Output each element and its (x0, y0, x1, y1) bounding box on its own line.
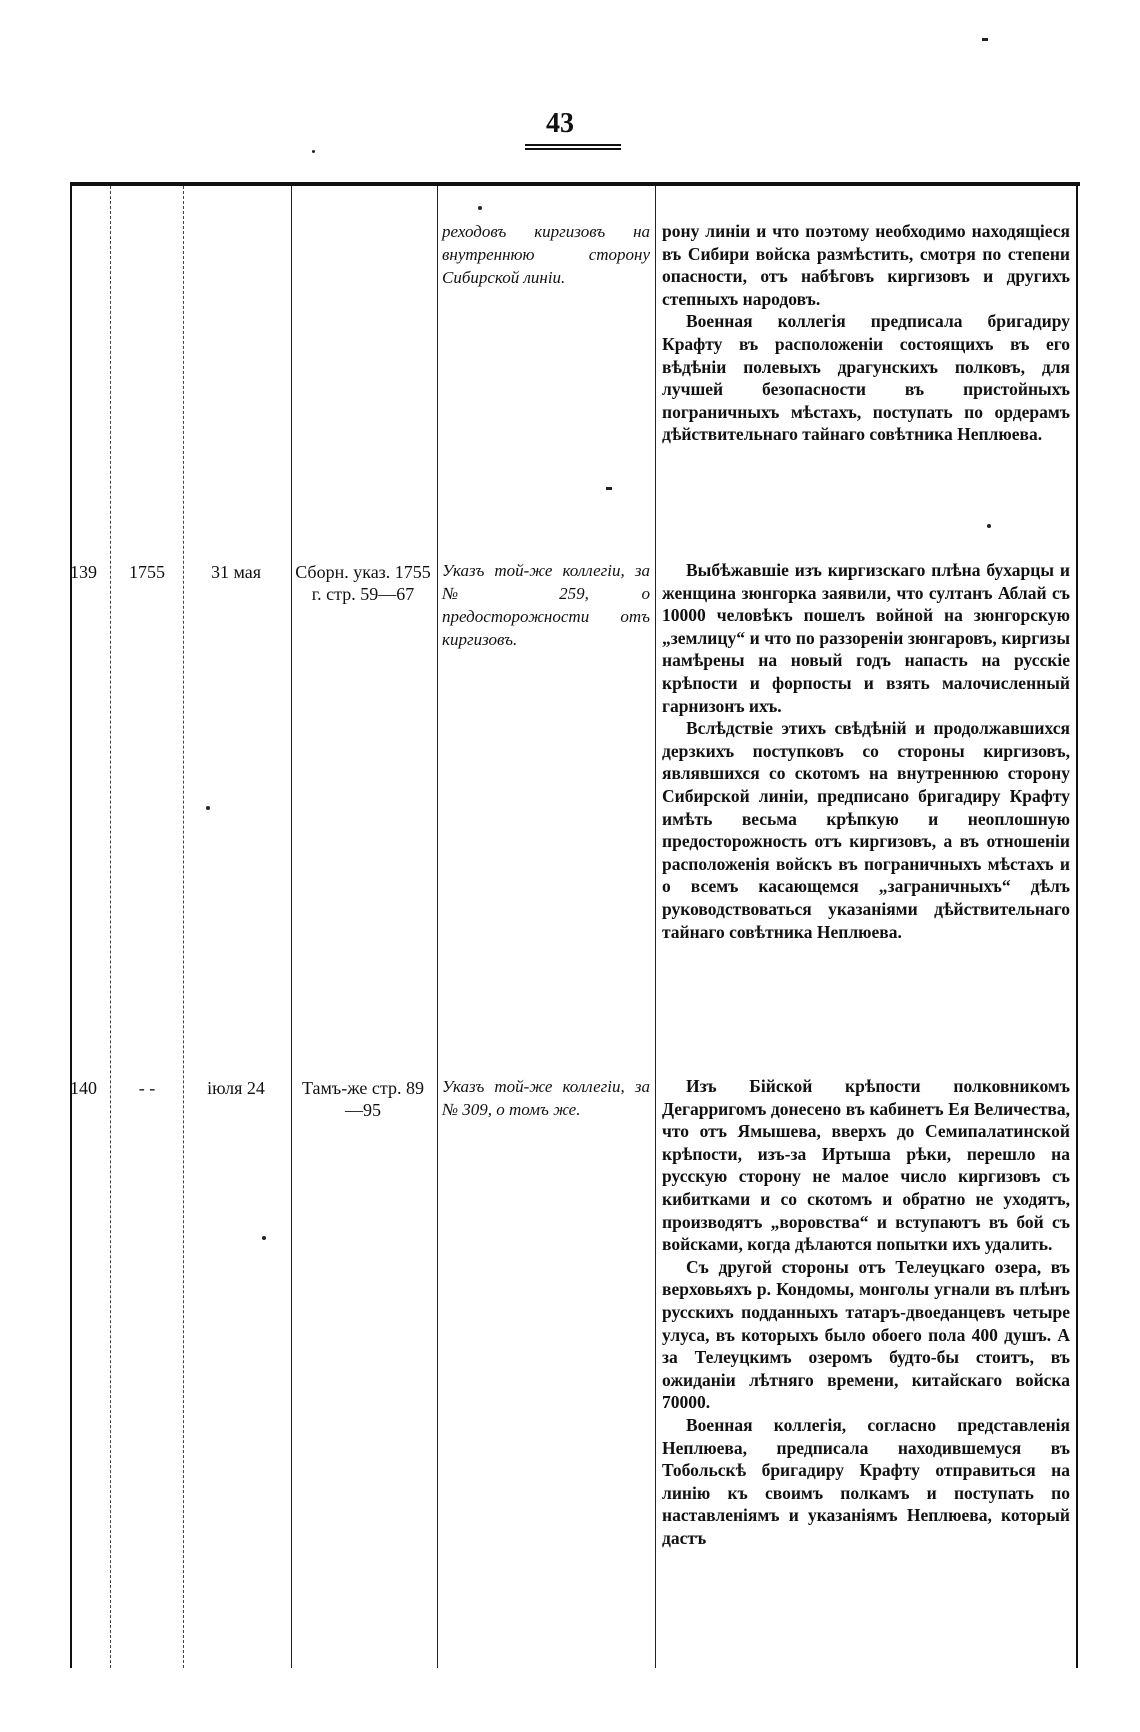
scan-speck (262, 1236, 266, 1240)
row-title: Указъ той-же коллегіи, за № 309, о томъ же. (442, 1077, 650, 1119)
scan-speck (478, 206, 482, 210)
row-year: 1755 (129, 562, 165, 582)
row-date: 31 мая (210, 562, 262, 582)
row-title: Указъ той-же коллегіи, за № 259, о предосторожности отъ киргизовъ. (442, 561, 650, 649)
row-summary (662, 220, 1070, 446)
column-divider (1076, 186, 1078, 1668)
column-divider (291, 186, 292, 1668)
summary-paragraph: Выбѣжавшіе изъ киргизскаго плѣна бухарцы и женщина зюнгорка заявили, что султанъ Аблай съ 10000 человѣкъ пошелъ войной на зюнгорскую „землицу“ и что по раззореніи зюнгаровъ, киргизы намѣрены на новый годъ напасть на русскіе крѣпости и форпосты и взять малочисленный гарнизонъ ихъ. (662, 560, 1070, 716)
row-source: Сборн. указ. 1755 г. стр. 59—67 (295, 562, 431, 604)
column-divider (110, 186, 111, 1668)
page-number-rule (525, 148, 621, 150)
page-number-rule (525, 144, 621, 146)
row-number: 139 (70, 562, 97, 582)
summary-paragraph: Военная коллегія, согласно представленія Неплюева, предписала находившемуся въ Тобольскѣ бригадиру Крафту отправиться на линію къ своимъ полкамъ и поступать по наставленіямъ и указаніямъ Неплюева, который дастъ (662, 1414, 1070, 1548)
row-title: реходовъ киргизовъ на внутреннюю сторону Сибирской линіи. (442, 222, 650, 287)
summary-paragraph: Вслѣдствіе этихъ свѣдѣній и продолжавшихся дерзкихъ поступковъ со стороны киргизовъ, являвшихся со скотомъ на внутреннюю сторону Сибирской линіи, предписано бригадиру Крафту имѣть весьма крѣпкую и неоплошную предосторожность отъ киргизовъ, а въ отношеніи расположенія войскъ въ пограничныхъ мѣстахъ и о всемъ касающемся „заграничныхъ“ дѣлъ руководствоваться указаніями дѣйствительнаго тайнаго совѣтника Неплюева. (662, 718, 1070, 942)
column-divider (70, 186, 72, 1668)
scan-speck (206, 806, 210, 810)
column-divider (655, 186, 656, 1668)
row-summary (662, 559, 1070, 943)
row-year: - - (138, 1078, 156, 1098)
scan-speck (606, 487, 612, 490)
summary-paragraph: Военная коллегія предписала бригадиру Крафту въ расположеніи состоящихъ въ его вѣдѣніи полевыхъ драгунскихъ полковъ, для лучшей безопасности въ пристойныхъ пограничныхъ мѣстахъ, поступать по ордерамъ дѣйствительнаго тайнаго совѣтника Неплюева. (662, 311, 1070, 445)
summary-paragraph: Съ другой стороны отъ Телеуцкаго озера, въ верховьяхъ р. Кондомы, монголы угнали въ плѣнъ русскихъ подданныхъ татаръ-двоеданцевъ четыре улуса, въ которыхъ было обоего пола 400 душъ. А за Телеуцкимъ озеромъ будто-бы стоитъ, въ ожиданіи лѣтняго времени, китайскаго войска 70000. (662, 1256, 1070, 1413)
summary-paragraph: Изъ Бійской крѣпости полковникомъ Дегарригомъ донесено въ кабинетъ Ея Величества, что отъ Ямышева, вверхъ до Семипалатинской крѣпости, изъ-за Иртыша рѣки, перешло на русскую сторону не малое число киргизовъ съ кибитками и со скотомъ и обратно не уходятъ, производятъ „воровства“ и вступаютъ въ бой съ войсками, когда дѣлаются попытки ихъ удалить. (662, 1076, 1070, 1255)
scan-speck (982, 38, 988, 41)
column-divider (437, 186, 438, 1668)
scan-speck (987, 524, 991, 528)
row-source: Тамъ-же стр. 89—95 (302, 1078, 424, 1120)
row-summary (662, 1075, 1070, 1549)
row-number: 140 (70, 1078, 97, 1098)
scan-speck (312, 150, 315, 153)
column-divider (183, 186, 184, 1668)
row-date: іюля 24 (207, 1078, 265, 1098)
summary-paragraph: рону линіи и что поэтому необходимо находящіеся въ Сибири войска размѣстить, смотря по степени опасности, отъ набѣговъ киргизовъ и другихъ степныхъ народовъ. (662, 221, 1070, 309)
table-top-rule (70, 182, 1080, 186)
page-number: 43 (546, 108, 574, 139)
